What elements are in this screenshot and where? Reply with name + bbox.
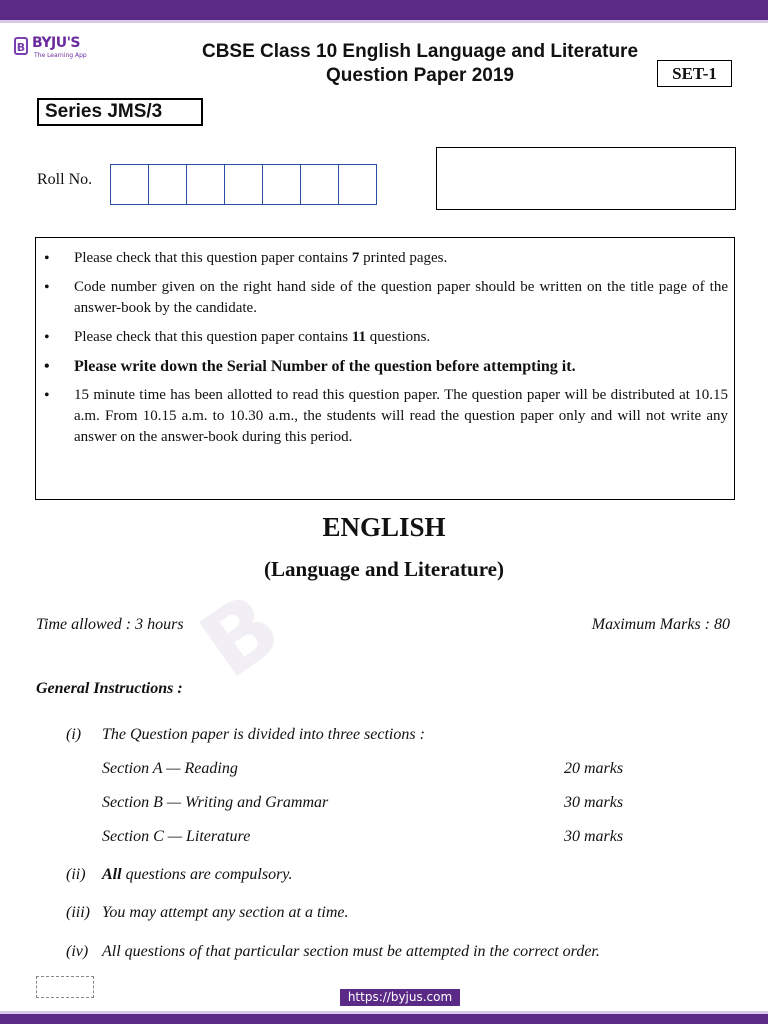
- instruction-number: (iv): [66, 943, 89, 960]
- roll-number-boxes[interactable]: [110, 164, 376, 205]
- series-label: Series JMS/3: [37, 98, 203, 126]
- info-item: • Code number given on the right hand side of the question paper should be written on the title page of the answer-book by the candidate.: [42, 277, 728, 319]
- instruction-rest: questions are compulsory.: [121, 866, 293, 883]
- logo-name: BYJU'S: [32, 35, 80, 51]
- roll-digit-box[interactable]: [224, 164, 263, 205]
- section-label: Section B — Writing and Grammar: [102, 794, 329, 811]
- instruction-text: [102, 866, 293, 884]
- page-title: [120, 40, 720, 88]
- byjus-logo: [12, 33, 87, 63]
- byjus-logo-icon: B: [14, 37, 28, 55]
- top-banner: [0, 0, 768, 20]
- info-item: • 15 minute time has been allotted to read this question paper. The question paper will be distributed at 10.15 a.m. From 10.15 a.m. to 10.30 a.m., the students will read the question paper only and will not write any answer on the answer-book during this period.: [42, 385, 728, 448]
- roll-digit-box[interactable]: [110, 164, 149, 205]
- footer-url-link[interactable]: https://byjus.com: [340, 989, 460, 1006]
- roll-number-label: Roll No.: [37, 171, 93, 188]
- set-badge: SET-1: [657, 60, 732, 87]
- info-item: • Please check that this question paper contains 7 printed pages.: [42, 248, 728, 269]
- watermark-logo: B: [182, 573, 299, 699]
- roll-digit-box[interactable]: [300, 164, 339, 205]
- section-marks: 30 marks: [564, 794, 624, 811]
- instruction-number: (i): [66, 726, 82, 743]
- roll-digit-box[interactable]: [338, 164, 377, 205]
- title-line-1: CBSE Class 10 English Language and Literature: [201, 41, 639, 62]
- roll-digit-box[interactable]: [262, 164, 301, 205]
- subject-subtitle: (Language and Literature): [264, 557, 504, 581]
- info-item-count: 11: [351, 329, 367, 345]
- code-number-box: [436, 147, 736, 210]
- instruction-text: The Question paper is divided into three sections :: [102, 726, 425, 743]
- subject-heading: ENGLISH: [322, 512, 446, 542]
- page-marker-box: [36, 976, 94, 998]
- instruction-text: All questions of that particular section must be attempted in the correct order.: [102, 943, 600, 960]
- info-item-count: 7: [351, 250, 360, 266]
- instruction-number: (ii): [66, 866, 86, 883]
- time-allowed: Time allowed : 3 hours: [36, 616, 184, 633]
- bottom-banner: [0, 1014, 768, 1024]
- roll-digit-box[interactable]: [186, 164, 225, 205]
- logo-tagline: The Learning App: [34, 52, 87, 59]
- info-item: • Please check that this question paper contains 11 questions.: [42, 327, 728, 348]
- section-label: Section C — Literature: [102, 828, 251, 845]
- general-instructions-heading: General Instructions :: [36, 680, 183, 697]
- candidate-instructions-box: [35, 237, 735, 500]
- instruction-number: (iii): [66, 904, 90, 921]
- roll-digit-box[interactable]: [148, 164, 187, 205]
- section-marks: 20 marks: [564, 760, 624, 777]
- section-marks: 30 marks: [564, 828, 624, 845]
- section-label: Section A — Reading: [102, 760, 238, 777]
- maximum-marks: Maximum Marks : 80: [591, 616, 730, 633]
- instruction-text: You may attempt any section at a time.: [102, 904, 349, 921]
- instruction-bold: All: [102, 866, 122, 883]
- title-line-2: Question Paper 2019: [326, 65, 514, 86]
- info-item: • Please write down the Serial Number of the question before attempting it.: [42, 356, 728, 377]
